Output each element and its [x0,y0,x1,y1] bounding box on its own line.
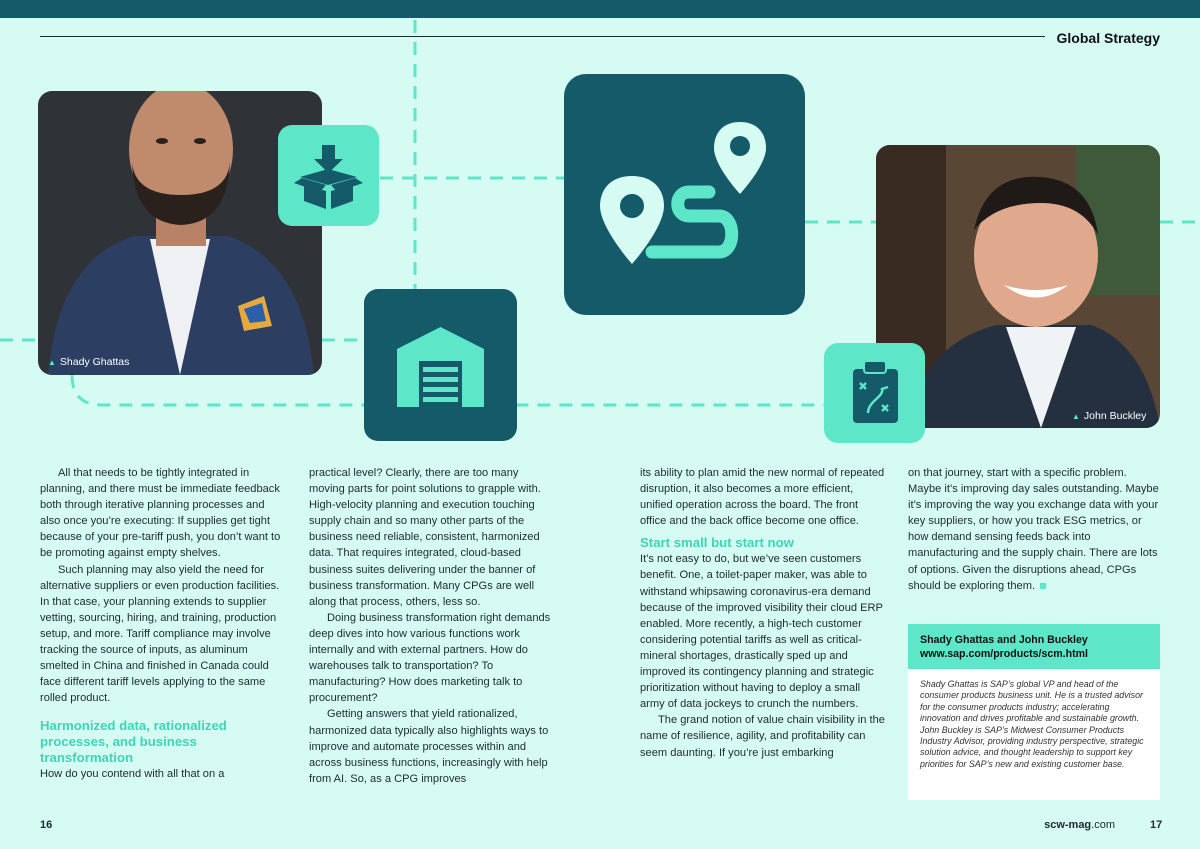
subheading: Start small but start now [640,535,794,551]
text-column-2 [309,465,554,787]
paragraph: Doing business transformation right demands deep dives into how various functions work internally and with external partners. How do warehouses talk to transportation? To manufacturing? How does marketing talk to procurement? [309,611,551,705]
box-download-icon [278,125,379,226]
paragraph: It’s not easy to do, but we’ve seen customers benefit. One, a toilet-paper maker, was able to withstand whipsawing coronavirus-era demand because of the improved visibility their cloud ERP enabled. More recently, a high-tech customer considering potential tariffs as well as critical-mineral shortages, drastically sped up and improved its contingency planning and strategic prioritization without having to deploy a small army of data jockeys to crunch the numbers. [640,553,883,711]
paragraph: Such planning may also yield the need for alternative suppliers or even production facilities. In that case, your planning extends to supplier vetting, sourcing, hiring, and training, production setup, and more. Tariff compliance may involve tracking the source of inputs, as aluminum smelted in China and finished in Canada could face different tariff levels applying to the same rolled product. [40,563,280,705]
paragraph: its ability to plan amid the new normal of repeated disruption, it also becomes a more efficient, unified operation across the board. The front office and the back office become one office. [640,467,885,528]
text-column-4 [908,465,1160,594]
route-map-icon [564,74,805,315]
route-map-tile [564,74,805,315]
author-bio-box [908,624,1160,800]
bio-names: Shady Ghattas and John Buckley [920,634,1088,646]
page-number-right: 17 [1150,819,1163,831]
caption-text: Shady Ghattas [59,356,130,368]
caption-shady-ghattas [48,356,129,368]
paragraph: practical level? Clearly, there are too many moving parts for point solutions to grapple with. High-velocity planning and execution touching supply chain and so many other parts of the business need reliable, consistent, harmonized data. That requires integrated, cloud-based business suites delivering under the banner of business transformation. Many CPGs are well along that process, others, less so. [309,467,541,608]
paragraph: Getting answers that yield rationalized, harmonized data typically also highlights ways to improve and automate processes within and across business functions, increasingly with help from AI. So, as a CPG improves [309,708,549,785]
strategy-clipboard-icon [824,343,925,443]
caption-marker-icon: ▲ [1072,412,1080,421]
box-download-tile [278,125,379,226]
paragraph: All that needs to be tightly integrated in planning, and there must be immediate feedback both through iterative planning processes and also once you’re executing: If supplies get tight because of your pre-tariff push, you don’t want to be promoting against empty shelves. [40,467,281,560]
paragraph [908,465,1160,594]
end-mark-icon [1040,583,1046,589]
caption-marker-icon: ▲ [48,358,56,367]
paragraph: How do you contend with all that on a [40,768,225,781]
bio-url[interactable]: www.sap.com/products/scm.html [920,648,1088,660]
subheading: Harmonized data, rationalized processes, and business transformation [40,718,227,766]
bio-text: Shady Ghattas is SAP’s global VP and head of the consumer products business unit. He is a trusted advisor for the consumer products industry; accelerating innovation and drives profitable and sustainable growth. John Buckley is SAP’s Midwest Consumer Products Industry Advisor, providing industry perspective, strategic solution advice, and thought leadership to support key priorities for SAP’s new and existing customer base. [920,679,1144,769]
site-name [1044,819,1115,831]
paragraph-text: on that journey, start with a specific problem. Maybe it’s improving day sales outstanding. Maybe it’s improving the way you exchange data with your key suppliers, or how you track ESG metrics, or how demand sensing feeds back into manufacturing and the supply chain. There are lots of options. Given the disruptions ahead, CPGs should be exploring them. [908,467,1159,592]
caption-john-buckley [1072,410,1146,422]
site-name-suffix: .com [1091,819,1115,831]
text-column-1 [40,465,285,783]
caption-text: John Buckley [1083,410,1147,422]
section-title: Global Strategy [1056,30,1160,46]
strategy-clipboard-tile [824,343,925,443]
warehouse-icon [364,289,517,441]
paragraph: The grand notion of value chain visibility in the name of resilience, agility, and profitability can seem daunting. If you’re just embarking [640,714,885,759]
page-number-left: 16 [40,819,53,831]
warehouse-tile [364,289,517,441]
bio-header [908,624,1160,669]
text-column-3 [640,465,885,761]
site-name-bold: scw-mag [1044,819,1092,831]
